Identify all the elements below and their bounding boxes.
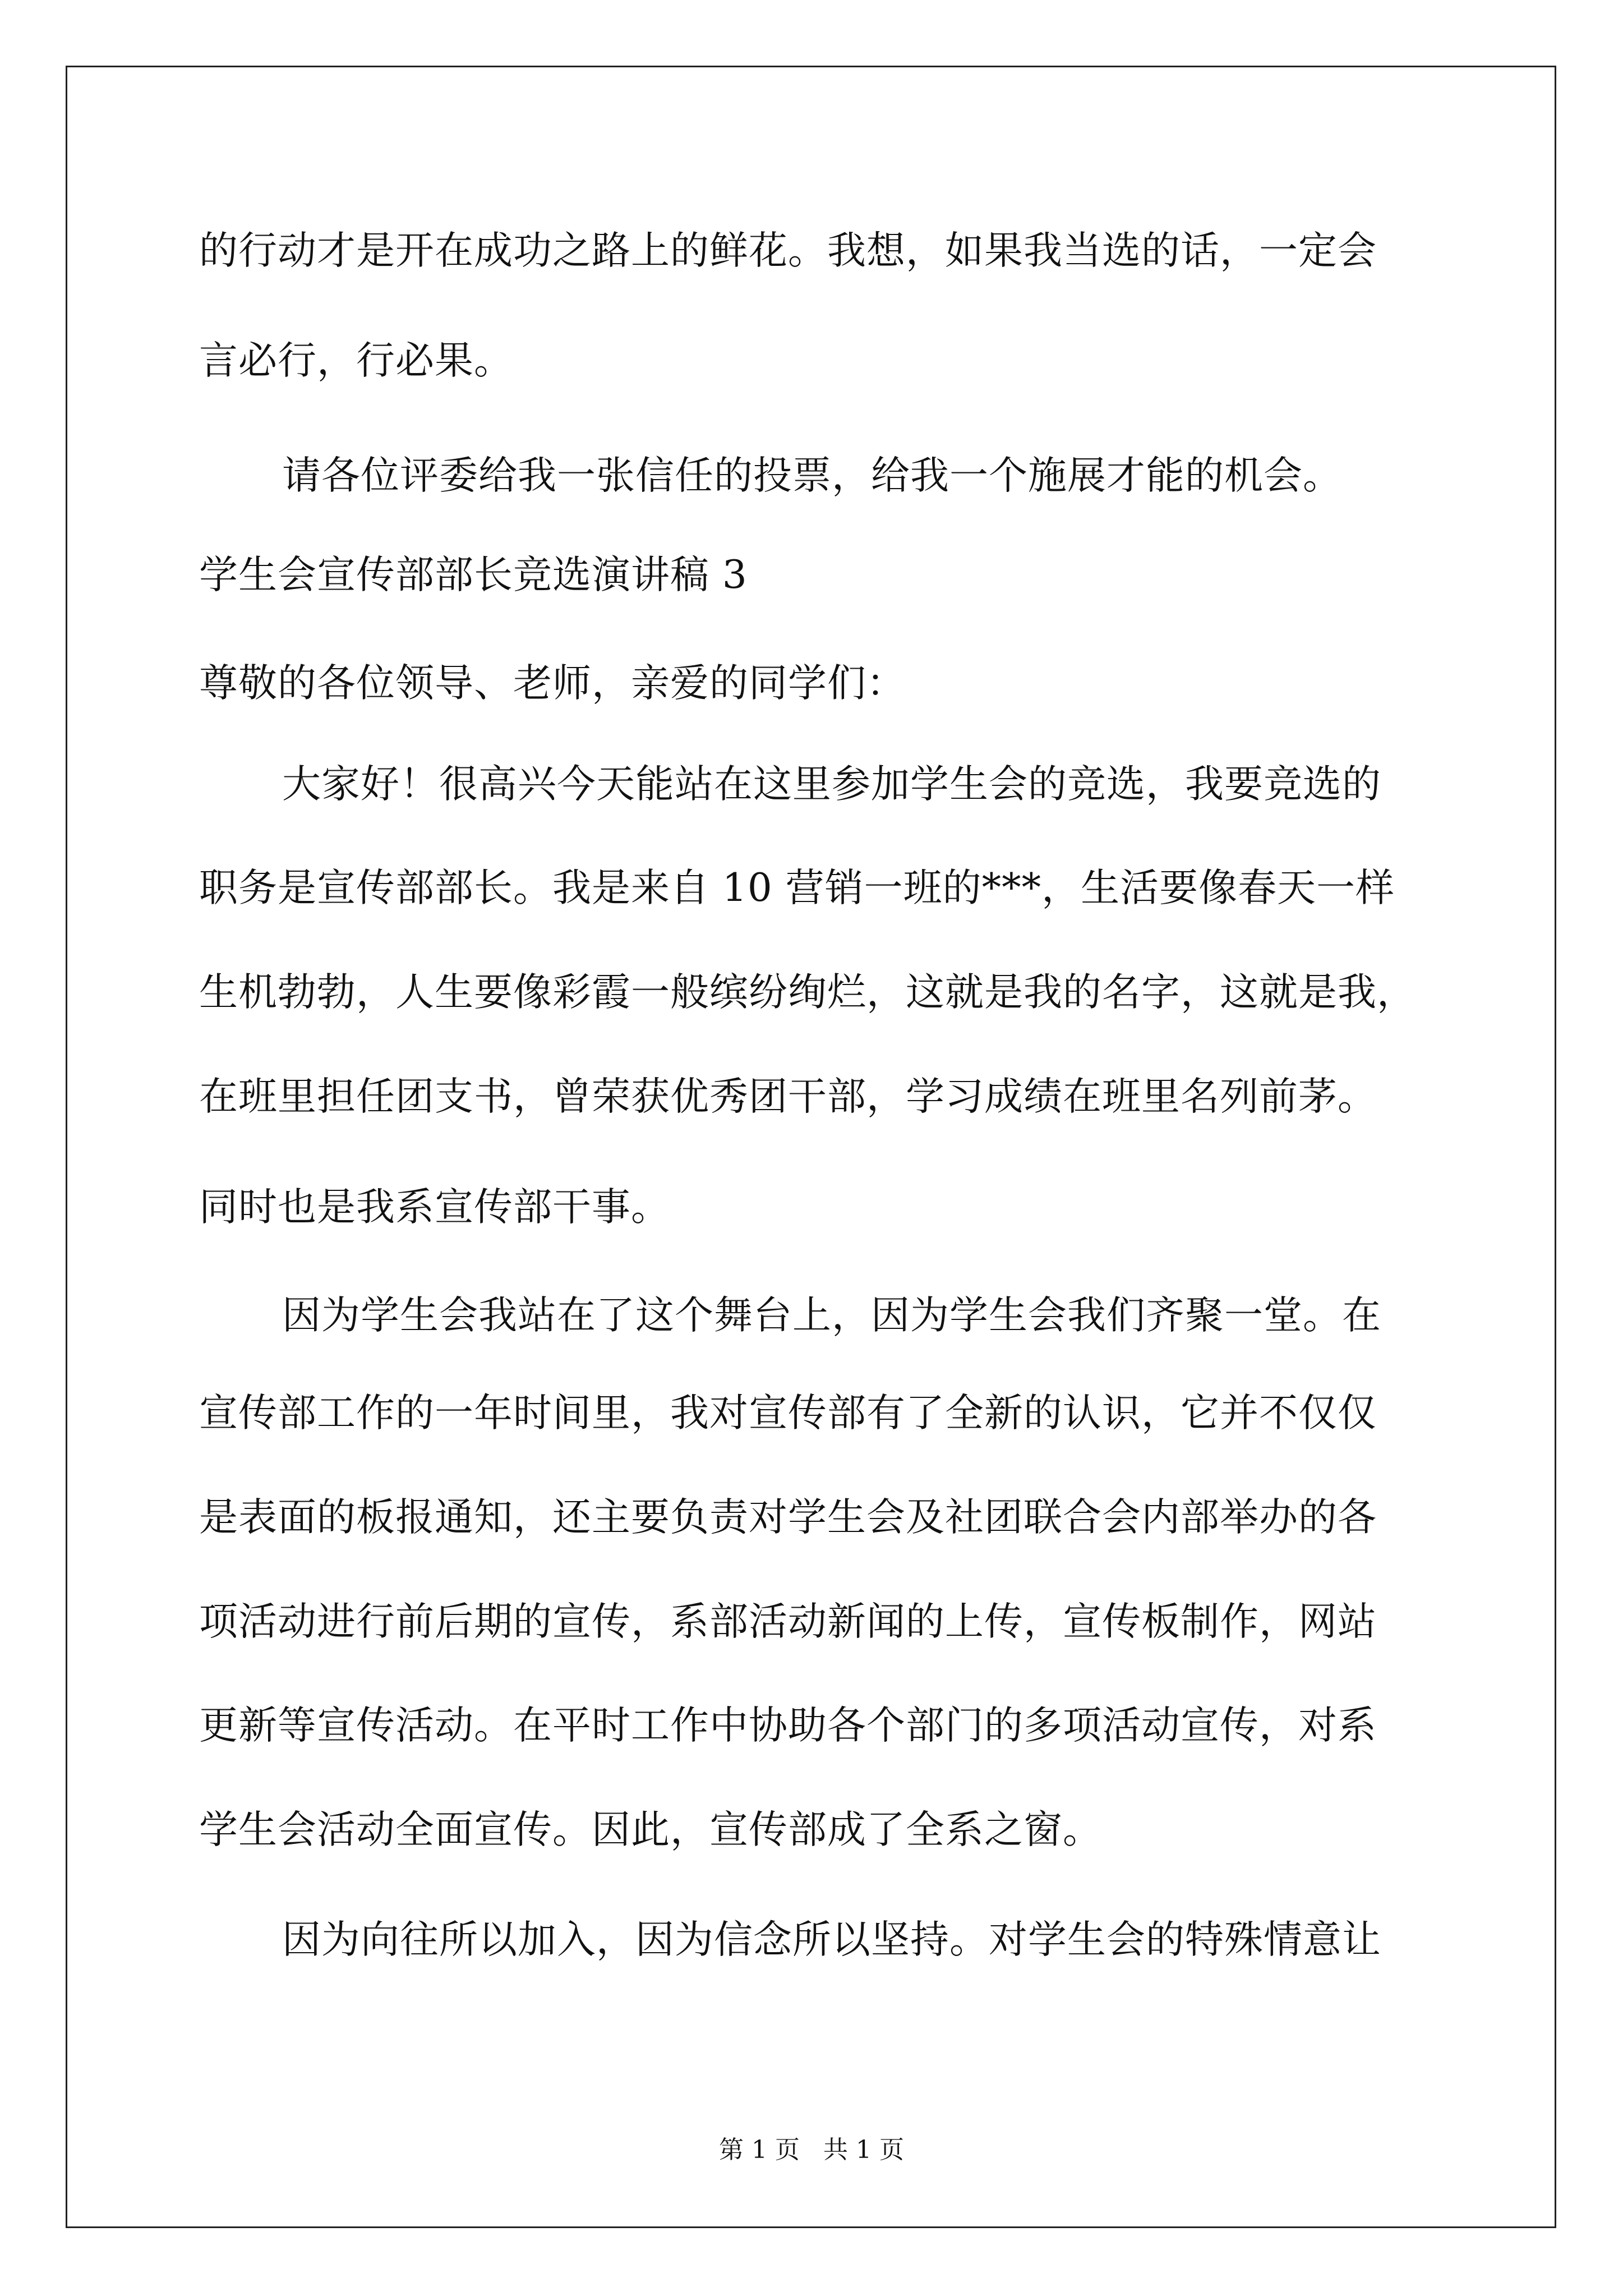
text-line: 大家好！很高兴今天能站在这里参加学生会的竞选，我要竞选的 [282,762,1381,807]
text-line: 学生会活动全面宣传。因此，宣传部成了全系之窗。 [199,1807,1102,1852]
text-line: 职务是宣传部部长。我是来自 10 营销一班的***，生活要像春天一样 [199,866,1395,910]
text-line: 宣传部工作的一年时间里，我对宣传部有了全新的认识，它并不仅仅 [199,1391,1377,1435]
text-line: 的行动才是开在成功之路上的鲜花。我想，如果我当选的话，一定会 [199,228,1377,273]
text-line: 言必行，行必果。 [199,338,513,383]
page-border [66,66,1556,2228]
text-line: 同时也是我系宣传部干事。 [199,1185,670,1230]
text-line: 更新等宣传活动。在平时工作中协助各个部门的多项活动宣传，对系 [199,1703,1377,1748]
text-line: 是表面的板报通知，还主要负责对学生会及社团联合会内部举办的各 [199,1495,1377,1540]
salutation: 尊敬的各位领导、老师，亲爱的同学们： [199,661,906,706]
section-heading: 学生会宣传部部长竞选演讲稿 3 [199,553,748,597]
text-line: 项活动进行前后期的宣传，系部活动新闻的上传，宣传板制作，网站 [199,1599,1377,1644]
page-number: 第 1 页 共 1 页 [719,2136,904,2164]
text-line: 在班里担任团支书，曾荣获优秀团干部，学习成绩在班里名列前茅。 [199,1074,1377,1119]
text-line: 生机勃勃，人生要像彩霞一般缤纷绚烂，这就是我的名字，这就是我， [199,970,1416,1015]
text-line: 请各位评委给我一张信任的投票，给我一个施展才能的机会。 [282,453,1342,498]
text-line: 因为学生会我站在了这个舞台上，因为学生会我们齐聚一堂。在 [282,1293,1381,1338]
text-line: 因为向往所以加入，因为信念所以坚持。对学生会的特殊情意让 [282,1917,1381,1962]
